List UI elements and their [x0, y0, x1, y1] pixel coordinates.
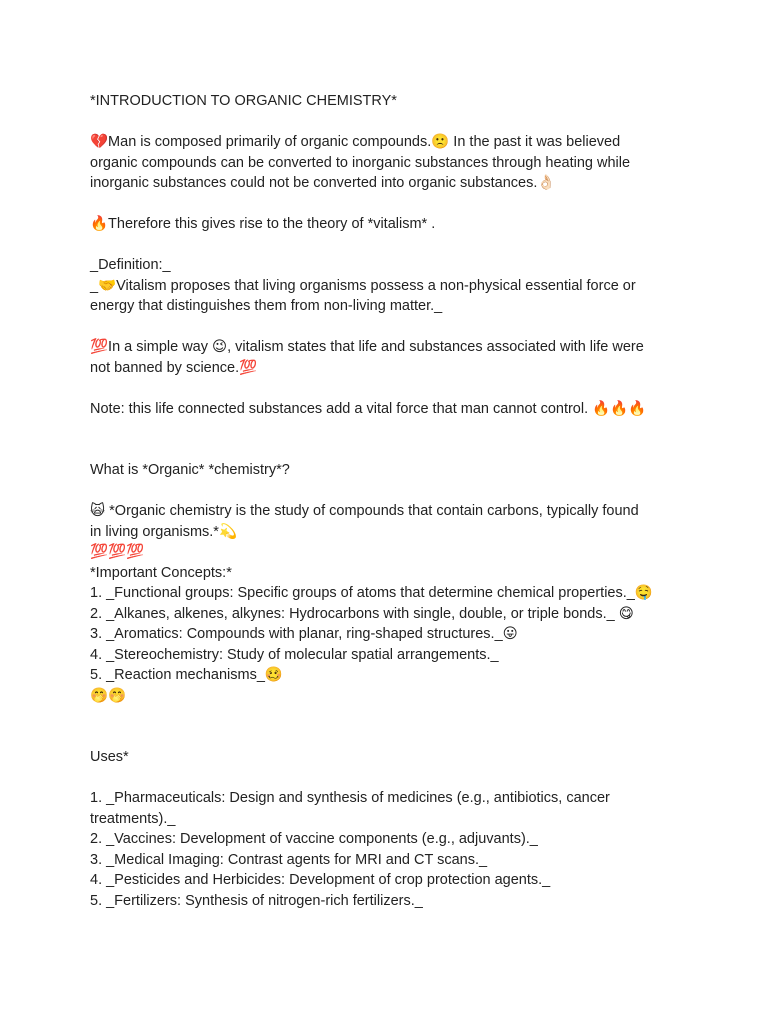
list-item: 5. _Fertilizers: Synthesis of nitrogen-rich fertilizers._	[90, 892, 423, 909]
spacer	[90, 768, 690, 789]
spacer	[90, 317, 690, 338]
document-title: *INTRODUCTION TO ORGANIC CHEMISTRY*	[90, 93, 397, 109]
organic-definition-paragraph	[90, 501, 690, 563]
organic-definition-line: 🙀 *Organic chemistry is the study of compounds that contain carbons, typically found	[90, 503, 639, 519]
note-paragraph: Note: this life connected substances add a vital force that man cannot control. 🔥🔥🔥	[90, 400, 647, 417]
spacer	[90, 481, 690, 502]
concepts-list	[90, 563, 690, 707]
spacer	[90, 378, 690, 399]
uses-heading: Uses*	[90, 749, 129, 765]
definition-block	[90, 255, 690, 317]
intro-line: organic compounds can be converted to inorganic substances through heating while	[90, 154, 631, 171]
list-item: 1. _Pharmaceuticals: Design and synthesis of medicines (e.g., antibiotics, cancer	[90, 790, 610, 806]
spacer	[90, 235, 690, 256]
simple-way-paragraph	[90, 337, 690, 378]
intro-line: inorganic substances could not be converted into organic substances.👌🏻	[90, 175, 556, 191]
list-item: 2. _Vaccines: Development of vaccine components (e.g., adjuvants)._	[90, 831, 538, 847]
vitalism-theory-paragraph: 🔥Therefore this gives rise to the theory of *vitalism* .	[90, 216, 436, 232]
list-item: 1. _Functional groups: Specific groups of atoms that determine chemical properties._🤤	[90, 585, 653, 601]
spacer	[90, 112, 690, 133]
simple-way-line: not banned by science.💯	[90, 359, 258, 376]
definition-line: _🤝Vitalism proposes that living organisms possess a non-physical essential force or	[90, 277, 636, 294]
uses-list	[90, 747, 690, 911]
list-item: treatments)._	[90, 810, 176, 827]
organic-definition-line: in living organisms.*💫	[90, 523, 237, 540]
spacer	[90, 419, 690, 440]
definition-heading: _Definition:_	[90, 257, 171, 273]
list-item: 4. _Pesticides and Herbicides: Development of crop protection agents._	[90, 872, 551, 888]
list-item: 3. _Aromatics: Compounds with planar, ring-shaped structures._😛	[90, 626, 518, 642]
intro-paragraph	[90, 132, 690, 194]
simple-way-line: 💯In a simple way 😉, vitalism states that life and substances associated with life were	[90, 339, 644, 355]
concepts-after: 🤭🤭	[90, 687, 127, 704]
spacer	[90, 706, 690, 727]
spacer	[90, 727, 690, 748]
what-is-heading: What is *Organic* *chemistry*?	[90, 462, 290, 478]
document-page	[90, 91, 690, 911]
concepts-heading: *Important Concepts:*	[90, 564, 232, 581]
list-item: 3. _Medical Imaging: Contrast agents for MRI and CT scans._	[90, 851, 488, 868]
list-item: 5. _Reaction mechanisms_🥴	[90, 667, 283, 683]
list-item: 4. _Stereochemistry: Study of molecular spatial arrangements._	[90, 646, 499, 663]
organic-definition-line: 💯💯💯	[90, 544, 145, 560]
spacer	[90, 440, 690, 461]
list-item: 2. _Alkanes, alkenes, alkynes: Hydrocarbons with single, double, or triple bonds._ 😋	[90, 605, 634, 622]
spacer	[90, 194, 690, 215]
intro-line: 💔Man is composed primarily of organic compounds.🙁 In the past it was believed	[90, 134, 621, 150]
definition-line: energy that distinguishes them from non-living matter._	[90, 298, 443, 314]
